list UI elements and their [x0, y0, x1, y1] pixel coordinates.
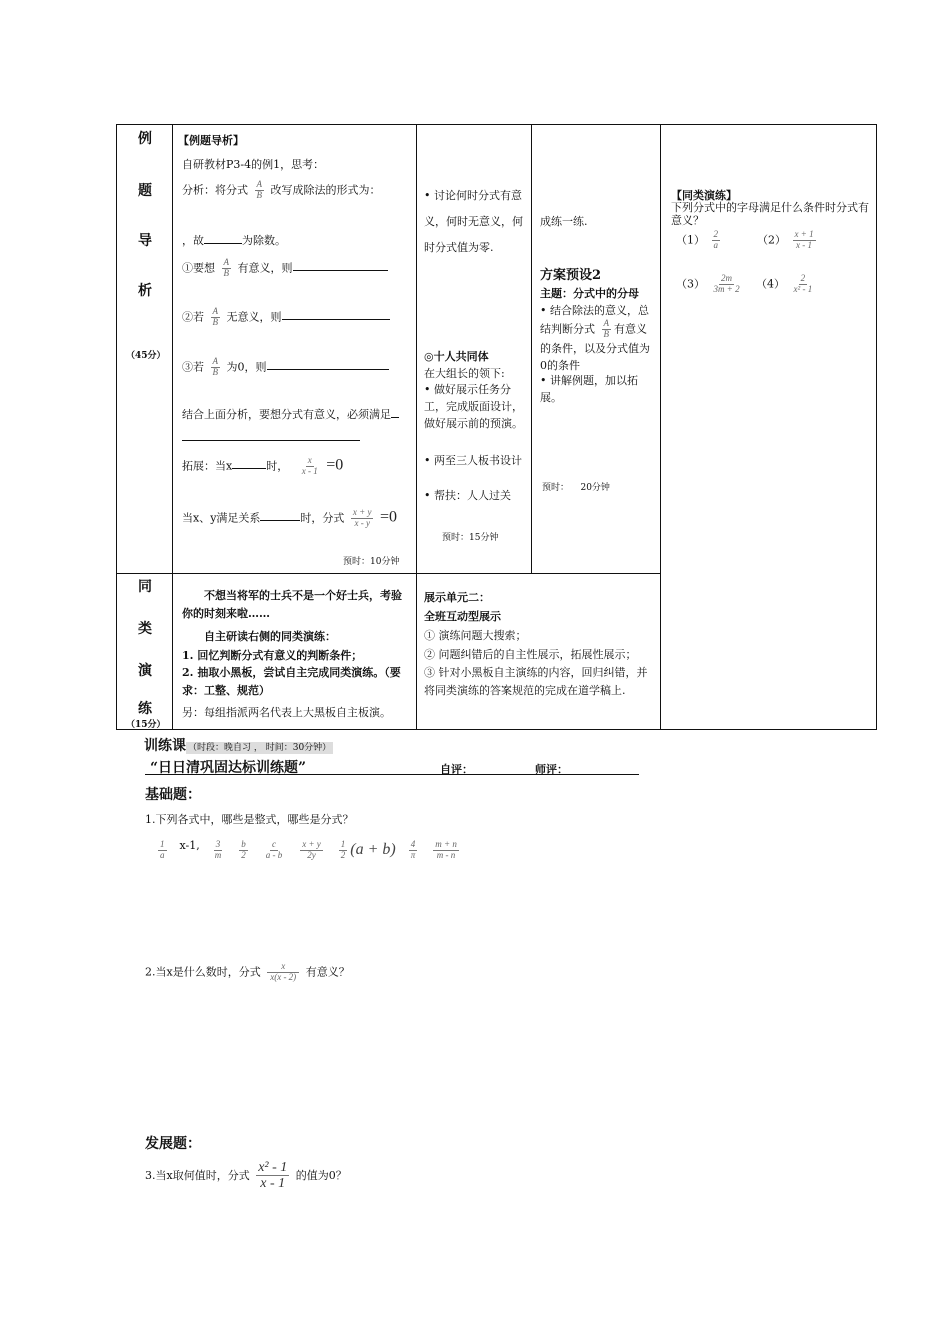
subtitle-underline — [145, 774, 639, 775]
side-time: （45分） — [126, 351, 166, 361]
frac-x-x1: $\frac{x}{x - 1}$ — [301, 455, 318, 476]
col2-bullet2: • 两至三人板书设计 — [424, 454, 522, 467]
col3-plan: 方案预设2 — [540, 268, 602, 283]
practice-line4: 2. 抽取小黑板，尝试自主完成同类演练。（要求：工整、规范） — [182, 666, 401, 697]
training-title: 训练课 — [144, 738, 186, 754]
analysis-post: 改写成除法的形式为： — [270, 183, 381, 197]
basic-heading: 基础题： — [145, 787, 201, 803]
frac-a-b-4: $\frac{A}{B}$ — [603, 318, 609, 339]
practice-side-time: （15分） — [126, 720, 166, 730]
col4-item-4: （4） $\frac{2}{\text{x² - 1}}$ — [756, 273, 813, 294]
practice-line3: 1. 回忆判断分式有意义的判断条件； — [182, 649, 363, 662]
self-eval: 自评： — [440, 763, 473, 776]
col4-question: 下列分式中的字母满足什么条件时分式有意义？ — [671, 201, 869, 227]
item1-blank[interactable] — [293, 258, 388, 271]
expand2-line: 当x、y满足关系 时，分式 $\frac{x + y}{x - y}$ =0 — [182, 507, 398, 528]
practice-side-4: 练 — [138, 701, 152, 717]
col-line-4 — [660, 124, 661, 730]
col3-topic: 主题：分式中的分母 — [540, 287, 639, 300]
q1-item-4: $\frac{b}{2}$ — [241, 839, 246, 860]
frac-a-b-1: $\frac{A}{B}$ — [223, 257, 229, 278]
expand1-blank[interactable] — [232, 456, 266, 469]
practice-line1: 不想当将军的士兵不是一个好士兵，考验你的时刻来啦…… — [182, 589, 402, 620]
side-char-1: 例 — [138, 131, 152, 147]
q1-item-7: $\frac{1}{2}$ — [340, 839, 346, 860]
develop-heading: 发展题： — [145, 1136, 201, 1152]
q1-items — [155, 840, 462, 861]
col-line-5 — [416, 573, 417, 730]
frac-xy: $\frac{x + y}{x - y}$ — [352, 507, 372, 528]
col3-b1: • 结合除法的意义，总结判断分式 $\frac{A}{B}$ 有意义的条件，以及分式值为0的条件 — [540, 304, 650, 372]
frac-a-b-2: $\frac{A}{B}$ — [212, 306, 218, 327]
item3-blank[interactable] — [267, 357, 389, 370]
side-char-2: 题 — [138, 183, 152, 199]
q1-item-8: (a + b) — [350, 841, 396, 859]
col2-group-lead: 在大组长的领下: — [424, 367, 505, 380]
show-1: ① 演练问题大搜索； — [424, 629, 527, 642]
col2-bullet1: • 做好展示任务分工，完成版面设计，做好展示前的预演。 — [424, 383, 523, 430]
col3-b2: • 讲解例题，加以拓展。 — [540, 374, 638, 404]
col4-item-2: （2） $\frac{x + 1}{x - 1}$ — [757, 229, 814, 250]
col2-time: 预时：15分钟 — [442, 533, 499, 543]
q1-item-1: $\frac{1}{a}$ — [160, 839, 165, 860]
col-line-2 — [416, 124, 417, 573]
practice-side-2: 类 — [138, 621, 152, 637]
teacher-eval: 师评： — [535, 763, 568, 776]
divisor-blank[interactable] — [204, 231, 242, 244]
col-line-1 — [172, 124, 173, 730]
training-subtitle: “日日清巩固达标训练题” — [150, 760, 307, 776]
conclusion-line: 结合上面分析，要想分式有意义，必须满足 — [182, 405, 399, 422]
q1-item-5: $\frac{c}{a - b}$ — [265, 839, 283, 860]
q1-item-3: $\frac{3}{m}$ — [214, 839, 222, 860]
training-meta: （时段：晚自习 ， 时间：30分钟） — [188, 743, 332, 753]
item2-line: ②若 $\frac{A}{B}$ 无意义，则 — [182, 307, 390, 328]
frac-a-b-3: $\frac{A}{B}$ — [212, 356, 218, 377]
divisor-line: ，故 为除数。 — [182, 231, 286, 248]
item2-blank[interactable] — [282, 307, 390, 320]
show-2: ② 问题纠错后的自主性展示，拓展性展示； — [424, 648, 637, 661]
q1-item-10: $\frac{m + n}{m - n}$ — [435, 839, 457, 860]
q2-frac: $\frac{x}{x(x - 2)}$ — [267, 962, 299, 983]
col3-time: 预时： 20分钟 — [542, 483, 610, 493]
conclusion-blank[interactable] — [182, 428, 360, 441]
frac-a-b: $\frac{A}{B}$ — [256, 179, 262, 200]
show-sub: 全班互动型展示 — [424, 610, 501, 623]
q1: 1.下列各式中，哪些是整式，哪些是分式？ — [145, 813, 354, 826]
side-char-3: 导 — [138, 233, 152, 249]
show-title: 展示单元二： — [424, 591, 490, 604]
example-intro: 自研教材P3-4的例1，思考： — [182, 158, 325, 171]
item1-line: ①要想 $\frac{A}{B}$ 有意义，则 — [182, 258, 388, 279]
show-3: ③ 针对小黑板自主演练的内容，回归纠错，并将同类演练的答案规范的完成在道学稿上. — [424, 666, 648, 697]
q1-item-9: $\frac{4}{\pi}$ — [410, 839, 416, 860]
col-line-3 — [531, 124, 532, 573]
side-char-4: 析 — [138, 283, 152, 299]
q3-line: 3.当x取何值时，分式 $\frac{\text{x² - 1}}{x - 1}$ 的值为0？ — [145, 1160, 347, 1192]
training-title-line — [144, 735, 333, 755]
item3-line: ③若 $\frac{A}{B}$ 为0，则 — [182, 357, 389, 378]
analysis-pre: 分析：将分式 — [182, 183, 248, 197]
practice-line2: 自主研读右侧的同类演练： — [204, 630, 336, 643]
q3-frac: $\frac{\text{x² - 1}}{x - 1}$ — [258, 1160, 288, 1192]
col2-discuss: • 讨论何时分式有意义，何时无意义，何时分式值为零. — [424, 189, 523, 254]
col4-heading: 【同类演练】 — [671, 189, 737, 202]
col2-group-title: ◎十人共同体 — [424, 350, 489, 363]
example-heading: 【例题导析】 — [178, 134, 244, 147]
col2-bullet3: • 帮扶：人人过关 — [424, 489, 511, 502]
practice-side-3: 演 — [138, 663, 152, 679]
practice-side-1: 同 — [138, 579, 152, 595]
col4-item-1: （1） $\frac{2}{a}$ — [676, 229, 718, 250]
analysis-line — [182, 180, 381, 201]
col4-item-3: （3） $\frac{2m}{3m + 2}$ — [676, 273, 740, 294]
q1-item-6: $\frac{x + y}{2y}$ — [302, 839, 321, 860]
row-line-1 — [116, 573, 661, 574]
expand1-line: 拓展：当x 时， $\frac{x}{x - 1}$ =0 — [182, 455, 344, 476]
practice-line5: 另：每组指派两名代表上大黑板自主板演。 — [182, 706, 391, 719]
expand2-blank[interactable] — [260, 508, 300, 521]
q1-item-2: x-1, — [179, 838, 200, 852]
col3-practice: 成练一练. — [540, 215, 588, 228]
example-time: 预时：10分钟 — [343, 557, 400, 567]
q2-line: 2.当x是什么数时，分式 $\frac{x}{x(x - 2)}$ 有意义？ — [145, 961, 350, 982]
